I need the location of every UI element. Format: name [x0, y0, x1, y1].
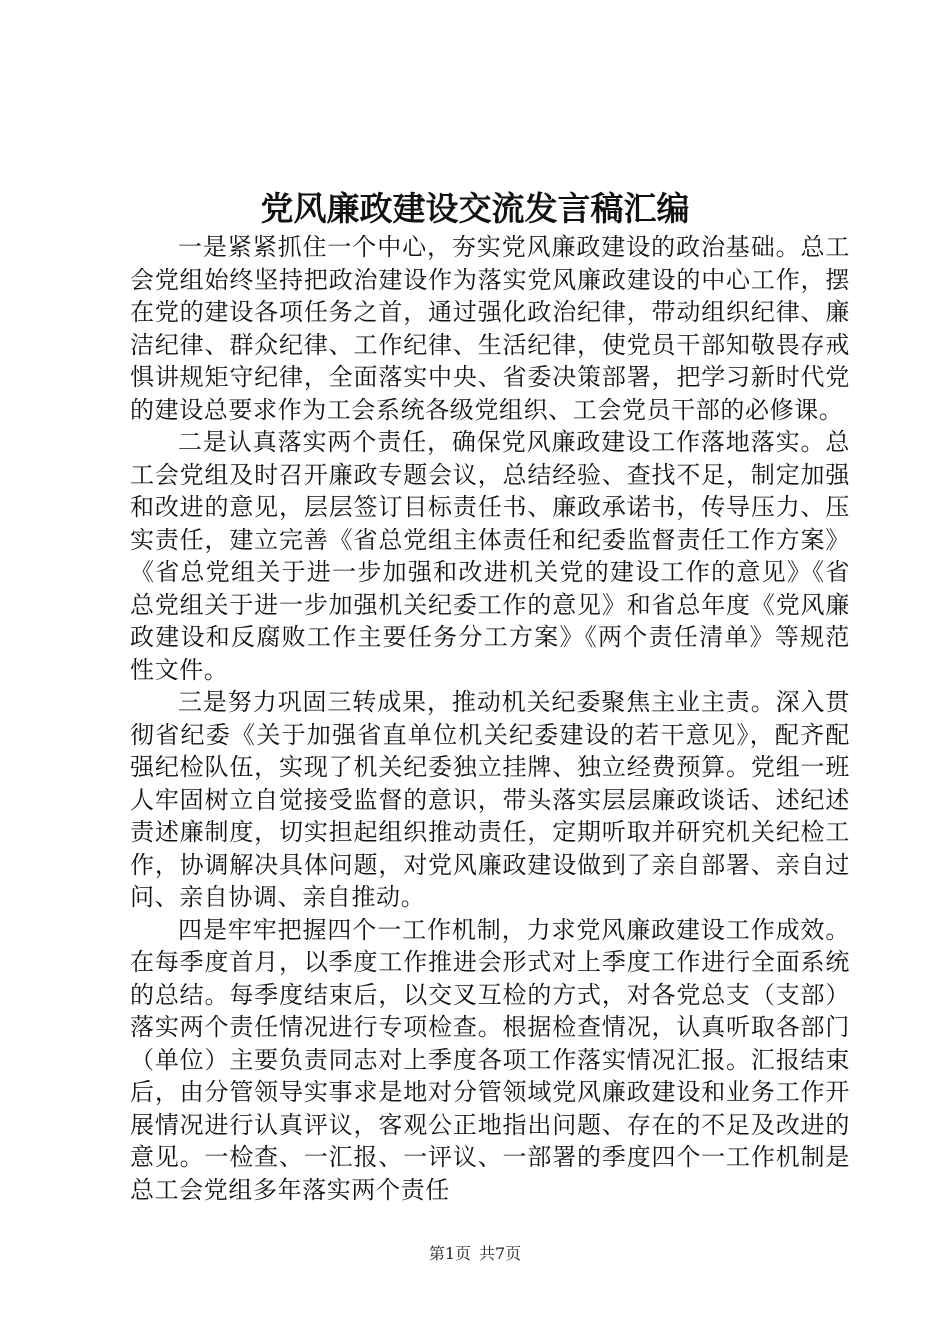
paragraph-4: 四是牢牢把握四个一工作机制，力求党风廉政建设工作成效。在每季度首月，以季度工作推进会形式对上季度工作进行全面系统的总结。每季度结束后，以交叉互检的方式，对各党总支（支部）落实两个责任情况进行专项检查。根据检查情况，认真听取各部门（单位）主要负责同志对上季度各项工作落实情况汇报。汇报结束后，由分管领导实事求是地对分管领域党风廉政建设和业务工作开展情况进行认真评议，客观公正地指出问题、存在的不足及改进的意见。一检查、一汇报、一评议、一部署的季度四个一工作机制是总工会党组多年落实两个责任	[130, 915, 850, 1204]
paragraph-1: 一是紧紧抓住一个中心，夯实党风廉政建设的政治基础。总工会党组始终坚持把政治建设作为落实党风廉政建设的中心工作，摆在党的建设各项任务之首，通过强化政治纪律，带动组织纪律、廉洁纪律、群众纪律、工作纪律、生活纪律，使党员干部知敬畏存戒惧讲规矩守纪律，全面落实中央、省委决策部署，把学习新时代党的建设总要求作为工会系统各级党组织、工会党员干部的必修课。	[130, 233, 850, 424]
page-footer	[0, 1243, 950, 1265]
page-number: 第1页	[428, 1244, 471, 1263]
document-body	[130, 231, 850, 1206]
document-title: 党风廉政建设交流发言稿汇编	[260, 189, 690, 228]
paragraph-3: 三是努力巩固三转成果，推动机关纪委聚焦主业主责。深入贯彻省纪委《关于加强省直单位机关纪委建设的若干意见》，配齐配强纪检队伍，实现了机关纪委独立挂牌、独立经费预算。党组一班人牢固树立自觉接受监督的意识，带头落实层层廉政谈话、述纪述责述廉制度，切实担起组织推动责任，定期听取并研究机关纪检工作，协调解决具体问题，对党风廉政建设做到了亲自部署、亲自过问、亲自协调、亲自推动。	[130, 688, 850, 911]
paragraph-2: 二是认真落实两个责任，确保党风廉政建设工作落地落实。总工会党组及时召开廉政专题会议，总结经验、查找不足，制定加强和改进的意见，层层签订目标责任书、廉政承诺书，传导压力、压实责任，建立完善《省总党组主体责任和纪委监督责任工作方案》《省总党组关于进一步加强和改进机关党的建设工作的意见》《省总党组关于进一步加强机关纪委工作的意见》和省总年度《党风廉政建设和反腐败工作主要任务分工方案》《两个责任清单》等规范性文件。	[130, 428, 850, 684]
page-total: 共7页	[479, 1244, 522, 1263]
